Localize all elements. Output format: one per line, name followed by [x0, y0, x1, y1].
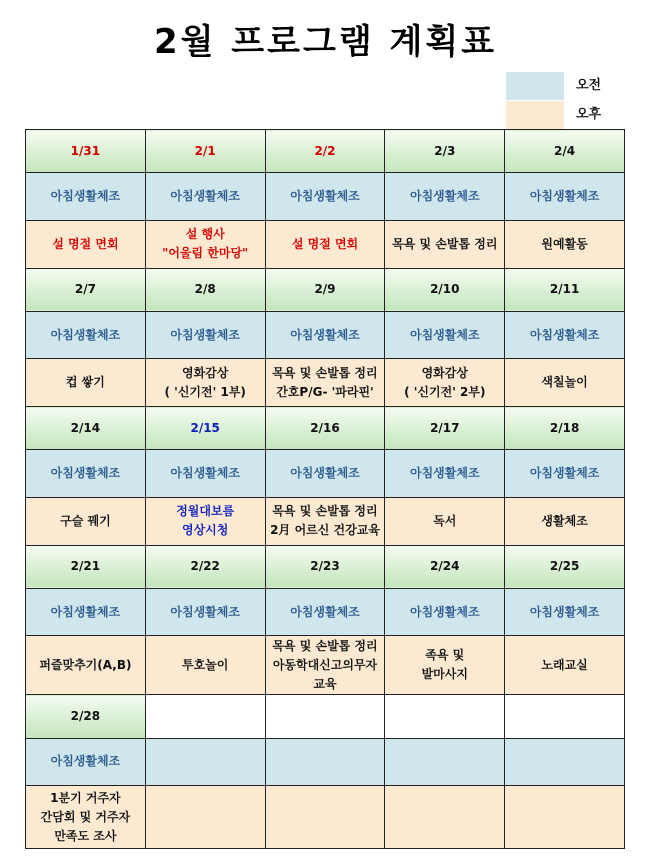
- date-cell: 2/9: [265, 268, 385, 311]
- pm-activity-line: 설 행사: [185, 227, 225, 242]
- date-cell: 2/15: [145, 407, 265, 450]
- pm-activity-line: 1분기 거주자: [50, 790, 121, 805]
- pm-activity-cell: [265, 497, 385, 545]
- pm-activity-line: 투호놀이: [182, 657, 229, 672]
- pm-activity-cell: [265, 786, 385, 849]
- pm-activity-line: 정월대보름: [176, 504, 235, 519]
- week-pm-row: [26, 636, 625, 695]
- pm-activity-line: 목욕 및 손발톱 정리: [272, 365, 378, 380]
- pm-activity-cell: [145, 497, 265, 545]
- pm-activity-line: 설 명절 면회: [291, 236, 359, 251]
- am-activity-cell: 아침생활체조: [505, 450, 625, 498]
- legend-am-label: 오전: [576, 78, 602, 93]
- week-am-row: [26, 173, 625, 221]
- week-date-row: [26, 268, 625, 311]
- pm-activity-line: 영상시청: [182, 523, 229, 538]
- am-activity-cell: [385, 738, 505, 786]
- legend-pm-label: 오후: [576, 107, 602, 122]
- date-cell: 2/17: [385, 407, 505, 450]
- am-activity-cell: 아침생활체조: [385, 450, 505, 498]
- date-cell: 2/3: [385, 130, 505, 173]
- am-activity-cell: 아침생활체조: [385, 588, 505, 636]
- pm-activity-line: 목욕 및 손발톱 정리: [272, 638, 378, 653]
- am-activity-cell: 아침생활체조: [26, 450, 146, 498]
- pm-activity-line: 영화감상: [182, 365, 229, 380]
- date-cell: 2/4: [505, 130, 625, 173]
- pm-activity-cell: [505, 636, 625, 695]
- week-am-row: [26, 588, 625, 636]
- pm-activity-line: "어울림 한마당": [162, 246, 249, 261]
- date-cell: 2/10: [385, 268, 505, 311]
- pm-activity-cell: [145, 220, 265, 268]
- pm-activity-cell: [385, 497, 505, 545]
- date-cell: [505, 695, 625, 738]
- date-cell: 2/24: [385, 545, 505, 588]
- date-cell: 2/18: [505, 407, 625, 450]
- am-activity-cell: [265, 738, 385, 786]
- pm-activity-line: 간담회 및 거주자: [40, 809, 131, 824]
- week-am-row: [26, 738, 625, 786]
- pm-activity-cell: [505, 786, 625, 849]
- date-cell: 2/16: [265, 407, 385, 450]
- pm-activity-cell: [145, 359, 265, 407]
- pm-activity-line: ( '신기전' 2부): [404, 384, 486, 399]
- legend-pm-swatch: [506, 101, 564, 129]
- date-cell: 2/28: [26, 695, 146, 738]
- pm-activity-line: 족욕 및: [425, 648, 465, 663]
- am-activity-cell: 아침생활체조: [505, 588, 625, 636]
- pm-activity-line: 원예활동: [541, 236, 588, 251]
- week-date-row: [26, 695, 625, 738]
- page-title: 2월 프로그램 계획표: [153, 22, 498, 62]
- date-cell: 1/31: [26, 130, 146, 173]
- pm-activity-line: 영화감상: [421, 365, 468, 380]
- am-activity-cell: [505, 738, 625, 786]
- pm-activity-line: 퍼즐맞추기(A,B): [39, 657, 132, 672]
- pm-activity-cell: [145, 786, 265, 849]
- date-cell: 2/23: [265, 545, 385, 588]
- pm-activity-line: 2月 어르신 건강교육: [270, 523, 380, 538]
- date-cell: 2/14: [26, 407, 146, 450]
- pm-activity-line: 설 명절 면회: [52, 236, 119, 251]
- am-activity-cell: 아침생활체조: [26, 311, 146, 359]
- am-activity-cell: 아침생활체조: [26, 588, 146, 636]
- pm-activity-line: 목욕 및 손발톱 정리: [392, 236, 498, 251]
- legend-am-swatch: [506, 72, 564, 100]
- pm-activity-line: 컵 쌓기: [65, 375, 105, 390]
- schedule-table: [25, 129, 625, 849]
- pm-activity-line: 색칠놀이: [541, 375, 588, 390]
- date-cell: [385, 695, 505, 738]
- week-pm-row: [26, 497, 625, 545]
- pm-activity-line: 독서: [433, 513, 457, 528]
- pm-activity-line: 만족도 조사: [54, 828, 117, 843]
- date-cell: [265, 695, 385, 738]
- am-activity-cell: 아침생활체조: [26, 173, 146, 221]
- am-activity-cell: 아침생활체조: [145, 450, 265, 498]
- am-activity-cell: 아침생활체조: [265, 173, 385, 221]
- am-activity-cell: 아침생활체조: [505, 173, 625, 221]
- legend-am: [506, 72, 628, 100]
- pm-activity-cell: [385, 786, 505, 849]
- am-activity-cell: 아침생활체조: [265, 311, 385, 359]
- legend-pm: [506, 101, 628, 129]
- date-cell: 2/22: [145, 545, 265, 588]
- pm-activity-cell: [385, 220, 505, 268]
- date-cell: 2/1: [145, 130, 265, 173]
- am-activity-cell: 아침생활체조: [385, 173, 505, 221]
- pm-activity-cell: [505, 497, 625, 545]
- date-cell: 2/25: [505, 545, 625, 588]
- pm-activity-cell: [265, 636, 385, 695]
- date-cell: 2/8: [145, 268, 265, 311]
- pm-activity-line: 간호P/G- '파라핀': [276, 384, 374, 399]
- am-activity-cell: 아침생활체조: [385, 311, 505, 359]
- am-activity-cell: 아침생활체조: [505, 311, 625, 359]
- pm-activity-cell: [505, 359, 625, 407]
- week-pm-row: [26, 359, 625, 407]
- am-activity-cell: 아침생활체조: [265, 588, 385, 636]
- am-activity-cell: 아침생활체조: [26, 738, 146, 786]
- date-cell: 2/21: [26, 545, 146, 588]
- week-pm-row: [26, 220, 625, 268]
- date-cell: [145, 695, 265, 738]
- pm-activity-line: 구슬 꿰기: [60, 513, 111, 528]
- pm-activity-line: 노래교실: [541, 657, 588, 672]
- pm-activity-line: 아동학대신고의무자교육: [272, 657, 378, 691]
- pm-activity-cell: [26, 220, 146, 268]
- pm-activity-cell: [385, 636, 505, 695]
- am-activity-cell: 아침생활체조: [145, 588, 265, 636]
- pm-activity-cell: [26, 497, 146, 545]
- pm-activity-cell: [265, 359, 385, 407]
- week-date-row: [26, 545, 625, 588]
- pm-activity-cell: [26, 359, 146, 407]
- week-pm-row: [26, 786, 625, 849]
- pm-activity-line: 목욕 및 손발톱 정리: [272, 504, 378, 519]
- pm-activity-cell: [26, 786, 146, 849]
- am-activity-cell: 아침생활체조: [145, 173, 265, 221]
- date-cell: 2/7: [26, 268, 146, 311]
- pm-activity-line: 발마사지: [421, 667, 468, 682]
- am-activity-cell: 아침생활체조: [265, 450, 385, 498]
- week-date-row: [26, 130, 625, 173]
- pm-activity-cell: [145, 636, 265, 695]
- pm-activity-line: 생활체조: [541, 513, 588, 528]
- week-am-row: [26, 311, 625, 359]
- am-activity-cell: [145, 738, 265, 786]
- week-am-row: [26, 450, 625, 498]
- pm-activity-line: ( '신기전' 1부): [164, 384, 246, 399]
- pm-activity-cell: [505, 220, 625, 268]
- am-activity-cell: 아침생활체조: [145, 311, 265, 359]
- week-date-row: [26, 407, 625, 450]
- date-cell: 2/11: [505, 268, 625, 311]
- pm-activity-cell: [26, 636, 146, 695]
- pm-activity-cell: [385, 359, 505, 407]
- pm-activity-cell: [265, 220, 385, 268]
- date-cell: 2/2: [265, 130, 385, 173]
